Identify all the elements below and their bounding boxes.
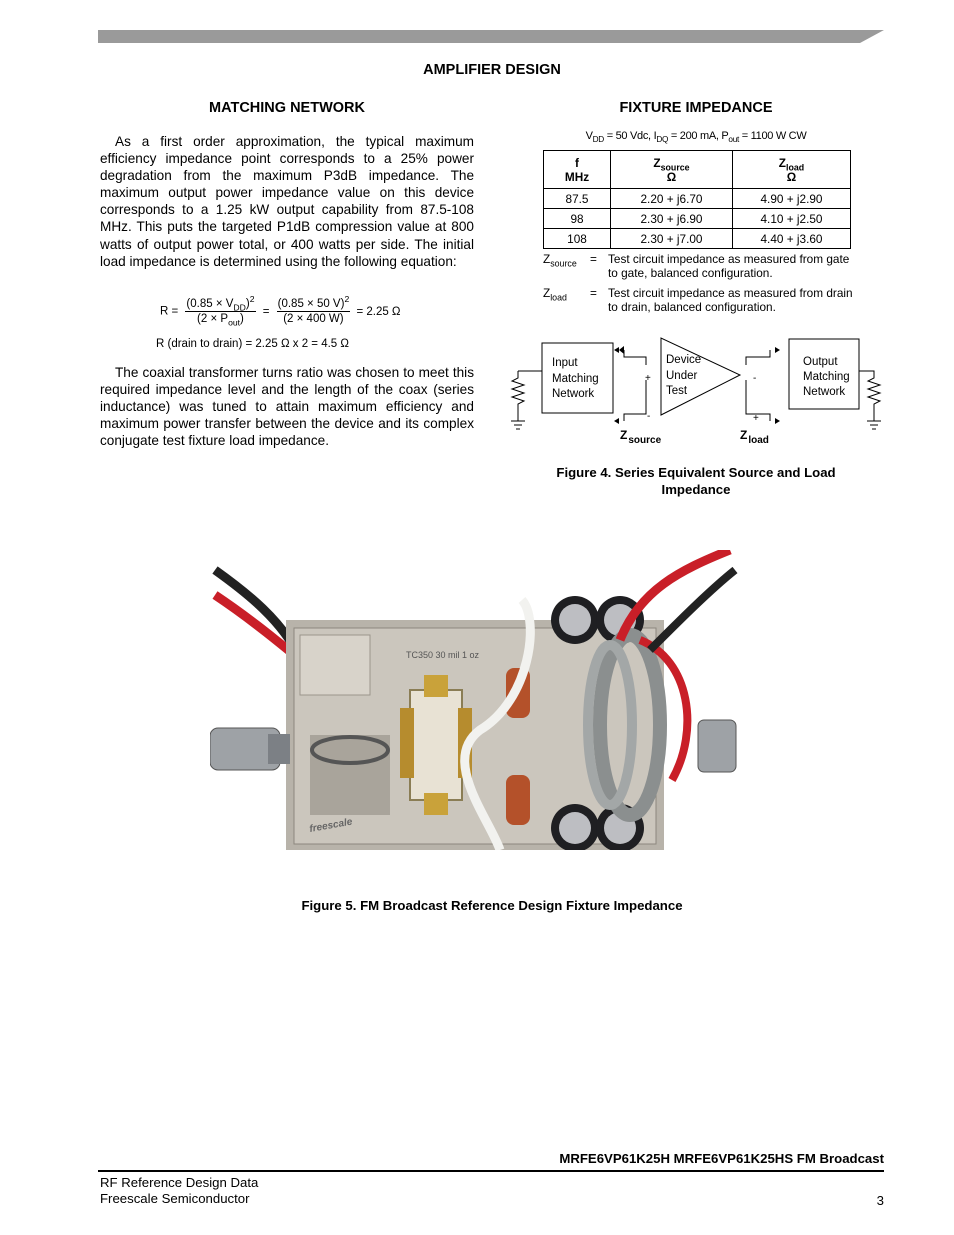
eq-den2: (2 × 400 W) (283, 313, 344, 325)
fixture-impedance-heading: FIXTURE IMPEDANCE (619, 100, 773, 116)
cond-idq-val: = 200 mA, P (668, 130, 729, 142)
input-box-line-2: Matching (552, 373, 599, 385)
coax-paragraph: The coaxial transformer turns ratio was chosen to meet this required impedance level and the length of the coax (series inductance) was tuned to attain maximum efficiency and maximum power transfer between the device and its complex conjugate test fixture load impedance. (100, 365, 474, 449)
section-title: AMPLIFIER DESIGN (423, 62, 561, 78)
def-symbol (543, 286, 567, 303)
table-header-row (544, 151, 851, 189)
eq-den1: (2 × P (197, 313, 229, 325)
def-text: Test circuit impedance as measured from drain to drain, balanced configuration. (608, 286, 853, 314)
figure-5-caption: Figure 5. FM Broadcast Reference Design Fixture Impedance (301, 898, 683, 913)
def-text: Test circuit impedance as measured from gate to gate, balanced configuration. (608, 252, 850, 280)
source-plus: + (645, 373, 651, 384)
cell-zload: 4.40 + j3.60 (733, 229, 851, 249)
footer-line-2: Freescale Semiconductor (100, 1191, 250, 1206)
def-z: Z (543, 252, 551, 266)
page-number: 3 (876, 1193, 884, 1208)
header-zsource (611, 151, 733, 189)
eq-num1-close: ) (245, 298, 250, 310)
impedance-table (543, 150, 851, 249)
source-minus: - (647, 411, 651, 422)
cond-pout-val: = 1100 W CW (738, 130, 807, 142)
header-zsource-sub: source (660, 161, 690, 172)
eq-num1-sub: DD (233, 302, 246, 313)
zload-sub: load (748, 435, 769, 446)
input-box-line-1: Input (552, 357, 578, 369)
freescale-logo: freescale (308, 816, 354, 835)
eq-den1-sub: out (228, 317, 241, 328)
dut-line-1: Device (666, 354, 702, 366)
output-box-line-3: Network (803, 386, 846, 398)
board-label: TC350 30 mil 1 oz (406, 650, 480, 660)
load-minus: - (753, 373, 757, 384)
eq-result: = 2.25 Ω (356, 305, 401, 318)
cell-zsource: 2.30 + j7.00 (611, 229, 733, 249)
eq-den1-close: ) (240, 313, 244, 325)
impedance-equation (160, 294, 401, 328)
cell-zsource: 2.30 + j6.90 (611, 209, 733, 229)
zsource-z: Z (620, 428, 628, 442)
figure-4-caption: Figure 4. Series Equivalent Source and Load Impedance (556, 465, 836, 497)
def-equals: = (590, 252, 597, 266)
series-equivalent-diagram (506, 335, 886, 453)
cell-frequency: 108 (544, 229, 611, 249)
cond-vdd: V (585, 130, 593, 142)
load-plus: + (753, 413, 759, 424)
footer-document-title: MRFE6VP61K25H MRFE6VP61K25HS FM Broadcast (559, 1151, 884, 1166)
def-equals: = (590, 286, 597, 300)
def-sub: load (550, 292, 567, 303)
zload-z: Z (740, 428, 748, 442)
eq-num1-sup: 2 (249, 294, 255, 305)
eq-r-label: R = (160, 305, 179, 318)
output-box-line-2: Matching (803, 371, 850, 383)
header-f: f (575, 155, 579, 170)
cond-idq-sub: DQ (656, 135, 669, 145)
cond-pout-sub: out (728, 135, 739, 145)
footer-line-1: RF Reference Design Data (100, 1175, 259, 1190)
cell-zsource: 2.20 + j6.70 (611, 189, 733, 209)
eq-drain-to-drain: R (drain to drain) = 2.25 Ω x 2 = 4.5 Ω (156, 338, 349, 350)
dut-line-2: Under (666, 370, 698, 382)
fixture-photo (210, 550, 740, 850)
cell-frequency: 98 (544, 209, 611, 229)
eq-fraction-1 (185, 294, 255, 328)
cell-zload: 4.90 + j2.90 (733, 189, 851, 209)
cell-zload: 4.10 + j2.50 (733, 209, 851, 229)
header-zload-unit: Ω (786, 169, 797, 184)
input-box-line-3: Network (552, 388, 595, 400)
matching-network-heading: MATCHING NETWORK (209, 100, 365, 116)
header-mhz: MHz (564, 169, 590, 184)
def-z: Z (543, 286, 551, 300)
zsource-label (620, 428, 662, 446)
zload-label (740, 428, 769, 446)
test-conditions (540, 130, 852, 145)
cond-vdd-sub: DD (592, 135, 604, 145)
header-zload-z: Z (778, 155, 787, 170)
dut-line-3: Test (666, 385, 688, 397)
table-row (544, 209, 851, 229)
table-row (544, 189, 851, 209)
cell-frequency: 87.5 (544, 189, 611, 209)
eq-equals: = (262, 305, 270, 318)
def-symbol (543, 252, 577, 269)
zsource-sub: source (628, 435, 662, 446)
output-box-line-1: Output (803, 356, 838, 368)
def-sub: source (550, 258, 577, 269)
cond-vdd-val: = 50 Vdc, I (603, 130, 657, 142)
header-frequency (544, 151, 611, 189)
eq-fraction-2 (277, 294, 351, 325)
header-zload-sub: load (786, 161, 805, 172)
header-zsource-z: Z (653, 155, 661, 170)
eq-num2-sup: 2 (344, 294, 350, 305)
header-zsource-unit: Ω (666, 169, 677, 184)
table-row (544, 229, 851, 249)
header-bar (98, 30, 884, 43)
matching-network-paragraph: As a first order approximation, the typical maximum efficiency impedance point corresponds to a 25% power degradation from the maximum P3dB impedance. The maximum output power impedance value on this device corresponds to a 1.25 kW output capability from 87.5-108 MHz. This puts the targeted P1dB compression value at 800 watts of output power total, or 400 watts per side. The initial load impedance is determined using the following equation: (100, 134, 474, 269)
footer-divider (98, 1170, 884, 1172)
eq-num2: (0.85 × 50 V) (277, 298, 345, 310)
header-zload (733, 151, 851, 189)
eq-num1: (0.85 × V (186, 298, 234, 310)
